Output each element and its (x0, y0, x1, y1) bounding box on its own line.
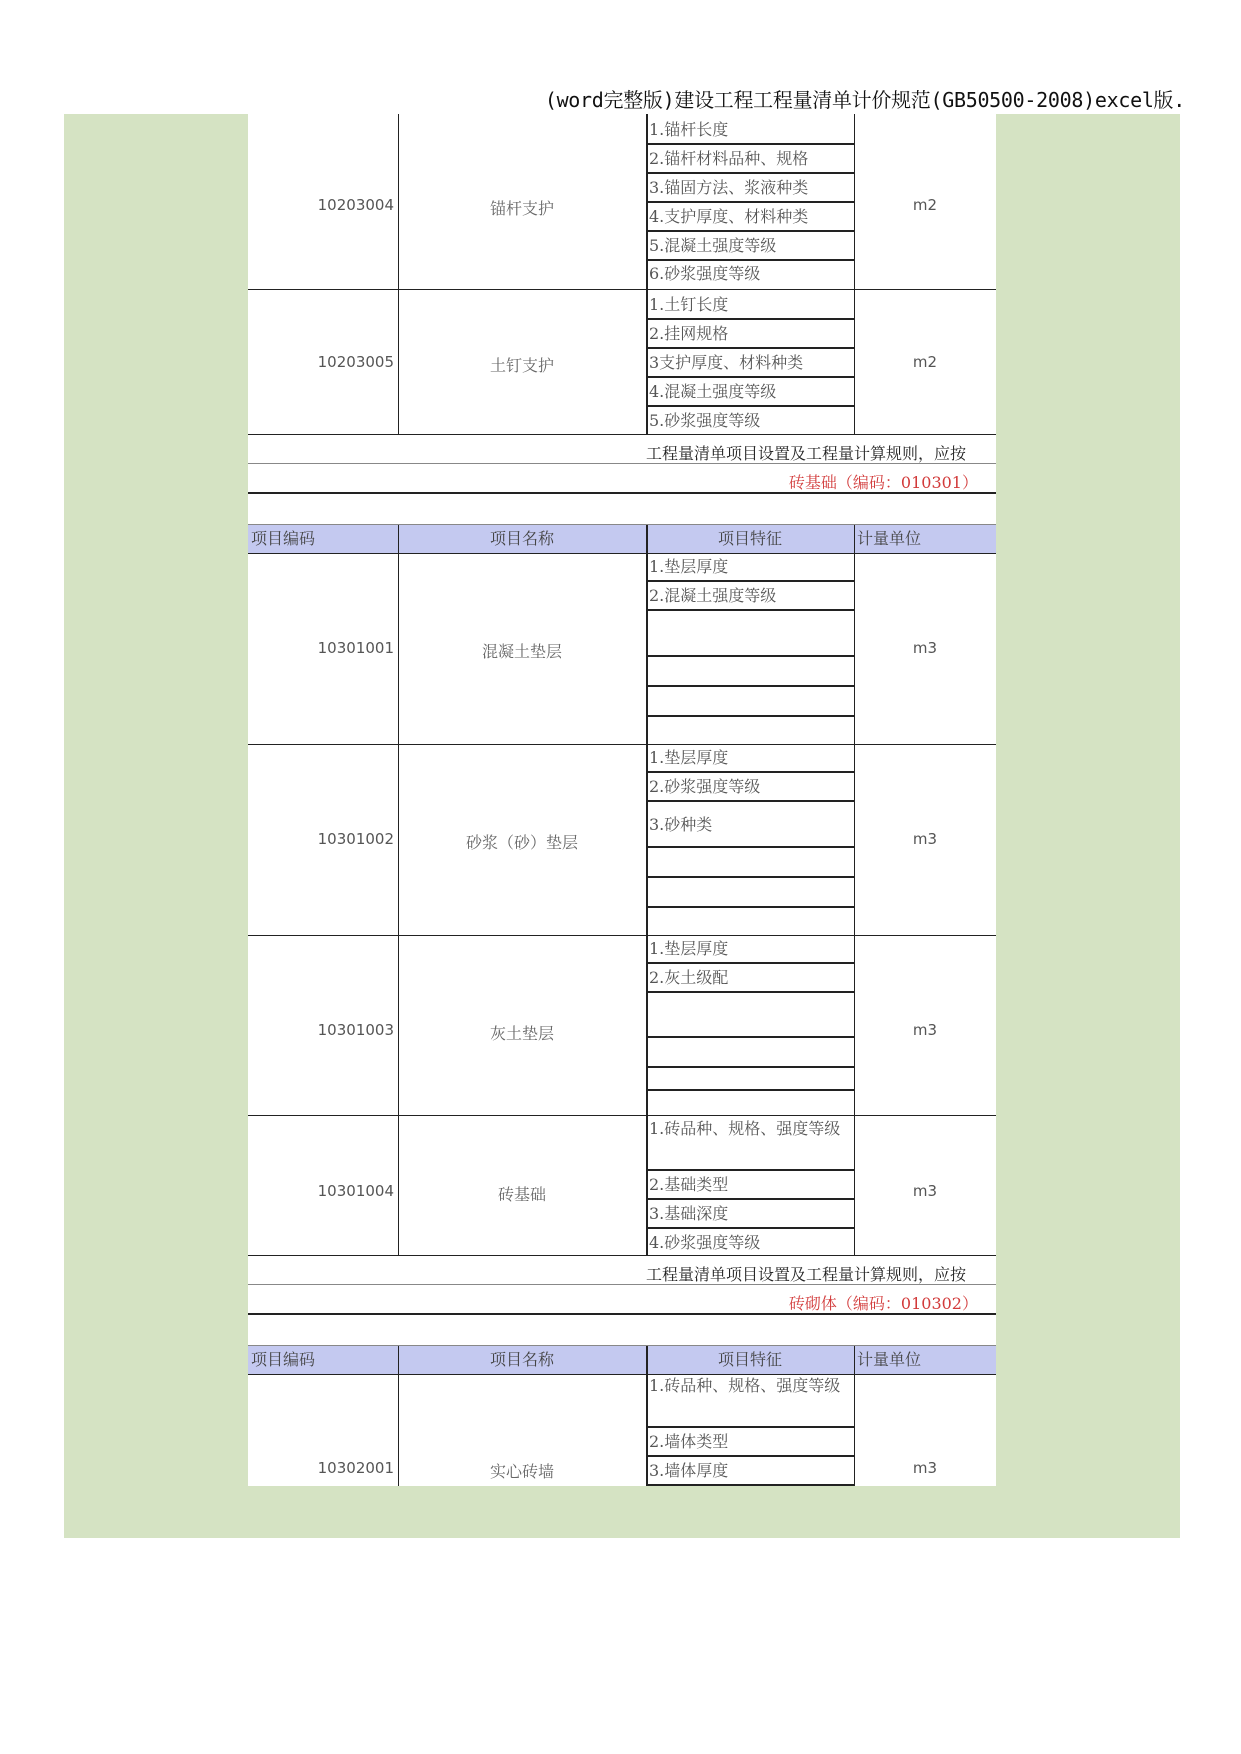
grid-line (646, 609, 854, 611)
grid-line (646, 715, 854, 717)
grid-line (646, 1066, 854, 1068)
grid-line (248, 1284, 996, 1285)
item-unit: m2 (912, 353, 938, 371)
item-code: 10302001 (317, 1459, 394, 1477)
item-code: 10203004 (317, 196, 394, 214)
grid-line (646, 143, 854, 145)
grid-line (248, 524, 996, 525)
grid-line (646, 114, 648, 434)
header-unit: 计量单位 (857, 529, 922, 548)
item-code: 10301002 (317, 830, 394, 848)
item-feature: 4.混凝土强度等级 (649, 382, 777, 401)
item-unit: m3 (912, 1459, 938, 1477)
item-code: 10301003 (317, 1021, 394, 1039)
grid-line (248, 1255, 996, 1256)
section-title: 砖砌体（编码：010302） (788, 1294, 978, 1313)
grid-line (646, 580, 854, 582)
item-feature: 2.灰土级配 (649, 968, 729, 987)
grid-line (646, 906, 854, 908)
grid-line (398, 1375, 399, 1486)
item-unit: m3 (912, 639, 938, 657)
grid-line (646, 1227, 854, 1229)
grid-line (646, 554, 648, 1255)
grid-line (646, 172, 854, 174)
item-feature: 3.基础深度 (649, 1204, 729, 1223)
grid-line (398, 1346, 399, 1374)
grid-line (646, 685, 854, 687)
grid-line (646, 1089, 854, 1091)
grid-line (248, 553, 996, 554)
item-name: 土钉支护 (489, 356, 554, 375)
grid-line (248, 1313, 996, 1315)
grid-line (646, 259, 854, 261)
grid-line (398, 554, 399, 1255)
grid-line (646, 1346, 648, 1374)
item-feature: 3.砂种类 (649, 815, 713, 834)
item-feature: 5.砂浆强度等级 (649, 411, 761, 430)
grid-line (248, 492, 996, 494)
page-header: (word完整版)建设工程工程量清单计价规范(GB50500-2008)excel版. (544, 88, 1185, 112)
grid-line (646, 1036, 854, 1038)
item-feature: 3支护厚度、材料种类 (649, 353, 804, 372)
grid-line (646, 1375, 648, 1486)
item-feature: 2.混凝土强度等级 (649, 586, 777, 605)
grid-line (646, 201, 854, 203)
item-code: 10301004 (317, 1182, 394, 1200)
grid-line (646, 1198, 854, 1200)
column-header-row (248, 525, 996, 553)
item-unit: m3 (912, 830, 938, 848)
grid-line (854, 554, 855, 1255)
grid-line (646, 991, 854, 993)
item-feature: 6.砂浆强度等级 (649, 264, 761, 283)
item-name: 砂浆（砂）垫层 (465, 833, 578, 852)
spreadsheet-sheet (248, 114, 996, 1486)
item-feature: 1.锚杆长度 (649, 120, 729, 139)
grid-line (646, 800, 854, 802)
item-name: 锚杆支护 (489, 199, 554, 218)
item-feature: 4.砂浆强度等级 (649, 1233, 761, 1252)
grid-line (646, 1484, 854, 1486)
grid-line (248, 1374, 996, 1375)
rule-note: 工程量清单项目设置及工程量计算规则，应按 (646, 444, 967, 463)
grid-line (646, 655, 854, 657)
item-feature: 1.垫层厚度 (649, 939, 729, 958)
item-code: 10203005 (317, 353, 394, 371)
item-unit: m3 (912, 1182, 938, 1200)
item-feature: 2.基础类型 (649, 1175, 729, 1194)
rule-note: 工程量清单项目设置及工程量计算规则，应按 (646, 1265, 967, 1284)
grid-line (646, 846, 854, 848)
item-feature: 3.墙体厚度 (649, 1461, 729, 1480)
header-features: 项目特征 (717, 1350, 782, 1369)
grid-line (646, 376, 854, 378)
item-name: 灰土垫层 (489, 1024, 554, 1043)
item-feature: 2.锚杆材料品种、规格 (649, 149, 809, 168)
item-unit: m2 (912, 196, 938, 214)
grid-line (646, 771, 854, 773)
header-unit: 计量单位 (857, 1350, 922, 1369)
item-feature: 1.砖品种、规格、强度等级 (649, 1376, 841, 1395)
header-code: 项目编码 (251, 529, 316, 548)
grid-line (646, 347, 854, 349)
grid-line (646, 405, 854, 407)
grid-line (248, 1115, 996, 1116)
header-features: 项目特征 (717, 529, 782, 548)
item-feature: 5.混凝土强度等级 (649, 236, 777, 255)
item-feature: 2.挂网规格 (649, 324, 729, 343)
grid-line (248, 463, 996, 464)
grid-line (248, 1345, 996, 1346)
grid-line (248, 434, 996, 435)
item-feature: 1.砖品种、规格、强度等级 (649, 1119, 841, 1138)
grid-line (646, 1426, 854, 1428)
header-name: 项目名称 (489, 529, 554, 548)
item-unit: m3 (912, 1021, 938, 1039)
grid-line (854, 1346, 855, 1374)
item-feature: 4.支护厚度、材料种类 (649, 207, 809, 226)
grid-line (248, 744, 996, 745)
item-feature: 2.墙体类型 (649, 1432, 729, 1451)
item-name: 混凝土垫层 (481, 642, 562, 661)
item-feature: 2.砂浆强度等级 (649, 777, 761, 796)
grid-line (248, 289, 996, 290)
column-header-row (248, 1346, 996, 1374)
grid-line (646, 876, 854, 878)
grid-line (854, 1375, 855, 1486)
grid-line (646, 1455, 854, 1457)
grid-line (854, 525, 855, 553)
grid-line (646, 525, 648, 553)
grid-line (398, 525, 399, 553)
grid-line (854, 114, 855, 434)
grid-line (646, 1169, 854, 1171)
item-feature: 3.锚固方法、浆液种类 (649, 178, 809, 197)
item-feature: 1.垫层厚度 (649, 748, 729, 767)
grid-line (646, 230, 854, 232)
item-name: 实心砖墙 (489, 1462, 554, 1481)
header-code: 项目编码 (251, 1350, 316, 1369)
grid-line (646, 318, 854, 320)
grid-line (398, 114, 399, 434)
item-feature: 1.土钉长度 (649, 295, 729, 314)
item-code: 10301001 (317, 639, 394, 657)
header-name: 项目名称 (489, 1350, 554, 1369)
grid-line (646, 962, 854, 964)
item-name: 砖基础 (497, 1185, 546, 1204)
grid-line (248, 935, 996, 936)
section-title: 砖基础（编码：010301） (788, 473, 978, 492)
item-feature: 1.垫层厚度 (649, 557, 729, 576)
